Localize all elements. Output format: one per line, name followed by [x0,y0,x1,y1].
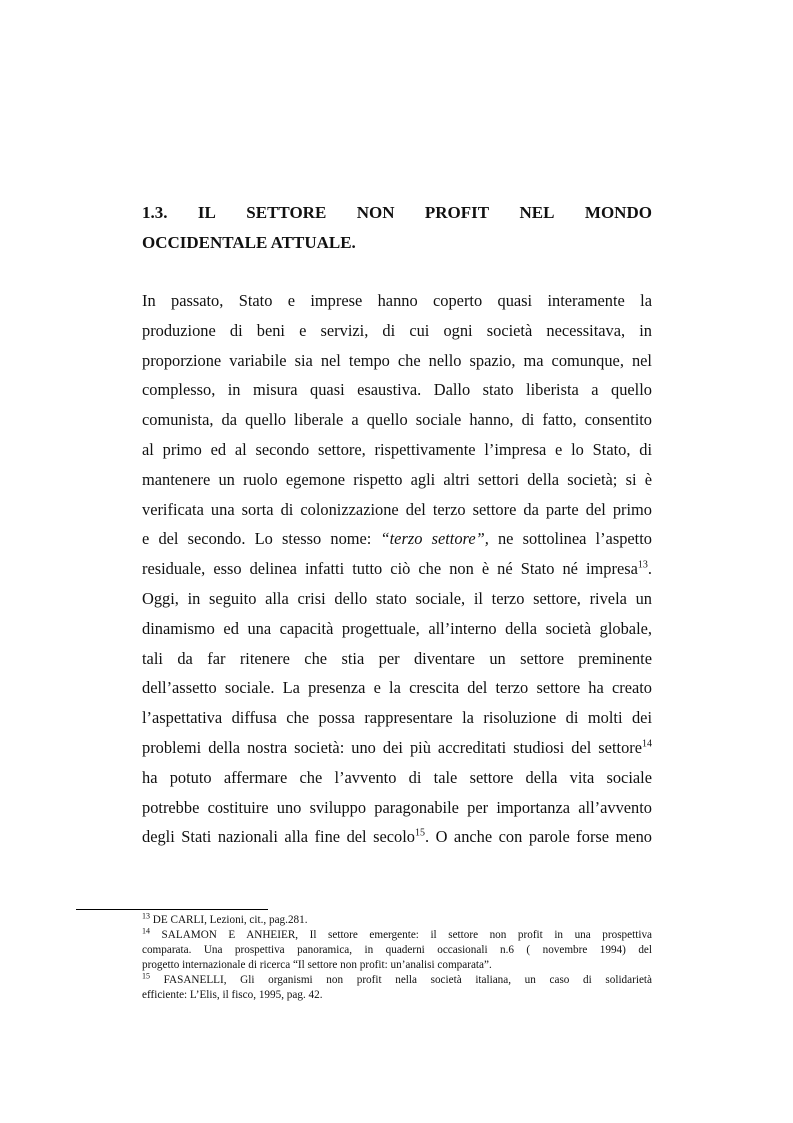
heading-word: IL [197,203,216,222]
body-text-run: degli Stati nazionali alla fine del secolo [142,827,415,847]
footnote-separator [76,909,268,910]
body-text-run: problemi della nostra società: uno dei più accreditati studiosi del settore [142,737,642,757]
body-line: al primo ed al secondo settore, rispettivamente l’impresa e lo Stato, di [142,439,652,459]
body-line: ha potuto affermare che l’avvento di tale settore della vita sociale [142,767,652,787]
footnote-ref: 13 [637,559,648,571]
body-line [142,822,652,852]
quoted-term: “terzo settore”, [380,529,489,549]
body-line [142,524,652,554]
body-line: comunista, da quello liberale a quello sociale hanno, di fatto, consentito [142,410,652,430]
footnote-ref: 14 [642,738,652,750]
footnote-text: DE CARLI, Lezioni, cit., pag.281. [150,914,308,926]
footnote-text: SALAMON E ANHEIER, Il settore emergente: il settore non profit in una prospettiva [150,929,652,941]
body-line: potrebbe costituire uno sviluppo paragonabile per importanza all’avvento [142,797,652,817]
footnote-number: 15 [142,971,150,981]
body-line: proporzione variabile sia nel tempo che nello spazio, ma comunque, nel [142,350,652,370]
body-text-run: residuale, esso delinea infatti tutto ciò che non è né Stato né impresa [142,559,638,579]
footnote-15 [142,973,652,988]
body-line: In passato, Stato e imprese hanno coperto quasi interamente la [142,291,652,310]
heading-word: 1.3. [142,203,168,222]
body-line: l’aspettativa diffusa che possa rappresentare la risoluzione di molti dei [142,708,652,728]
footnote-13 [142,913,652,928]
body-line [142,554,652,584]
heading-line-2: OCCIDENTALE ATTUALE. [142,233,356,252]
body-line: dinamismo ed una capacità progettuale, all’interno della società globale, [142,618,652,638]
footnotes [142,913,652,1003]
body-line [142,733,652,763]
body-text-run: e del secondo. Lo stesso nome: [142,529,381,549]
heading-word: NEL [519,203,555,222]
body-text-run: . [647,559,652,579]
heading-word: PROFIT [424,203,490,222]
heading-word: MONDO [584,203,652,222]
section-heading [142,198,652,258]
footnote-text: FASANELLI, Gli organismi non profit nella società italiana, un caso di solidarietà [150,974,652,986]
footnote-14-cont: progetto internazionale di ricerca “Il settore non profit: un’analisi comparata”. [142,959,492,971]
footnote-14 [142,928,652,943]
body-text-run: ne sottolinea l’aspetto [488,529,652,549]
body-line: mantenere un ruolo egemone rispetto agli altri settori della società; si è [142,469,652,489]
body-paragraph [142,286,652,852]
footnote-number: 14 [142,926,150,936]
body-line: verificata una sorta di colonizzazione del terzo settore da parte del primo [142,499,652,519]
body-line: produzione di beni e servizi, di cui ogni società necessitava, in [142,320,652,340]
footnote-15-cont: efficiente: L’Elis, il fisco, 1995, pag. 42. [142,989,323,1001]
body-text-run: . O anche con parole forse meno [424,827,652,847]
heading-word: SETTORE [246,203,327,222]
body-line: tali da far ritenere che stia per diventare un settore preminente [142,648,652,668]
footnote-14-cont: comparata. Una prospettiva panoramica, in quaderni occasionali n.6 ( novembre 1994) del [142,944,652,956]
footnote-number: 13 [142,911,150,921]
heading-word: NON [356,203,395,222]
footnote-ref: 15 [414,827,425,839]
body-line: complesso, in misura quasi esaustiva. Dallo stato liberista a quello [142,380,652,400]
body-line: dell’assetto sociale. La presenza e la crescita del terzo settore ha creato [142,678,652,698]
body-line: Oggi, in seguito alla crisi dello stato sociale, il terzo settore, rivela un [142,588,652,608]
heading-line-1 [142,198,652,228]
